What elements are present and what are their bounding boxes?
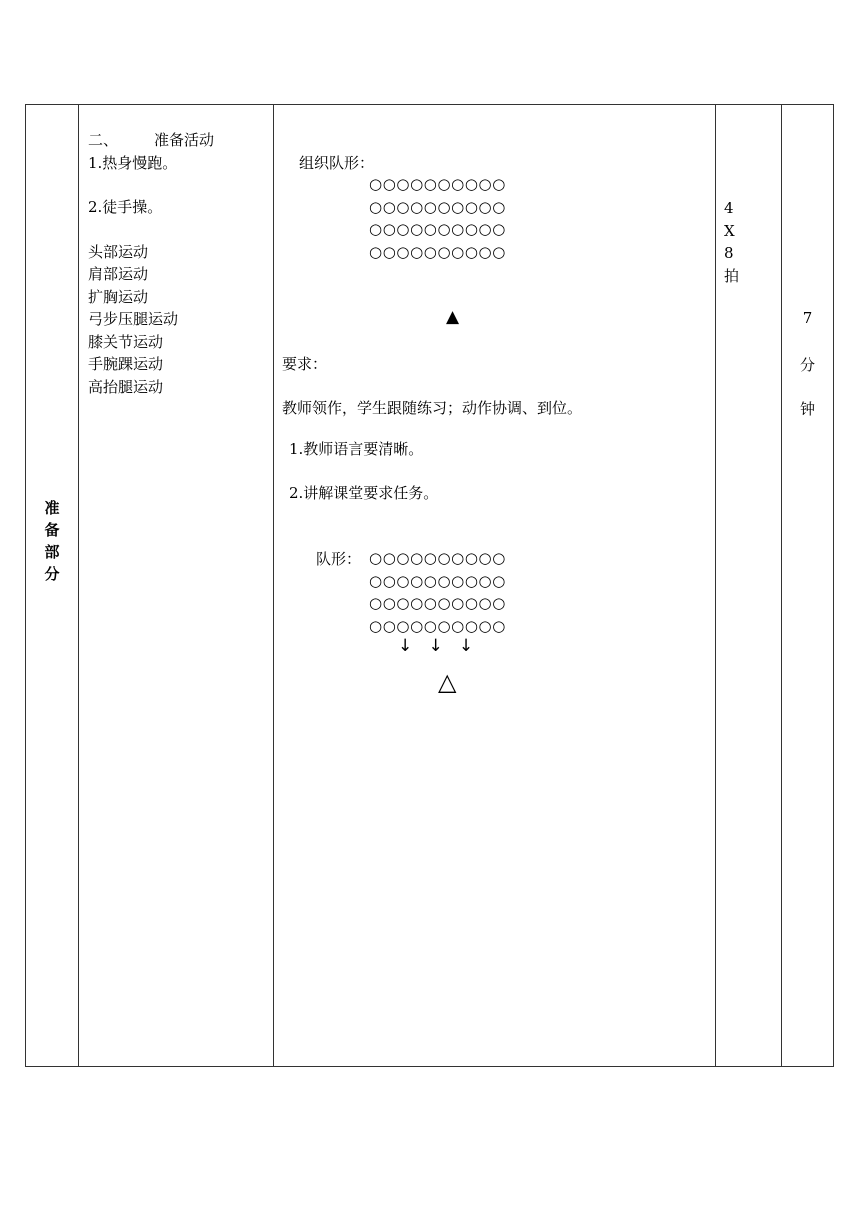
- formation2-grid: [369, 547, 506, 637]
- heading-text: 准备活动: [154, 131, 215, 149]
- content-item: 2.徒手操。: [88, 198, 163, 216]
- formation-row: ○○○○○○○○○○: [369, 242, 506, 261]
- exercise-item: 手腕踝运动: [88, 355, 164, 373]
- requirement-item: 2.讲解课堂要求任务。: [289, 484, 439, 502]
- formation-row: ○○○○○○○○○○: [369, 220, 506, 239]
- spacer: [88, 174, 214, 196]
- formation-row: ○○○○○○○○○○: [369, 594, 506, 613]
- count-label: [724, 197, 739, 287]
- section-label-char: 分: [44, 565, 60, 583]
- count-char: 4: [724, 199, 734, 217]
- exercise-item: 弓步压腿运动: [88, 310, 179, 328]
- content-item: 1.热身慢跑。: [88, 153, 178, 172]
- formation-grid: [369, 173, 506, 263]
- exercise-item: 高抬腿运动: [88, 377, 164, 396]
- count-char: 8: [724, 244, 734, 262]
- formation-row: ○○○○○○○○○○: [369, 549, 506, 567]
- formation-row: ○○○○○○○○○○: [369, 571, 506, 590]
- section-label-char: 备: [44, 521, 60, 539]
- content-cell: [79, 105, 274, 1067]
- section-label: [26, 497, 78, 585]
- lesson-plan-table: [25, 104, 834, 1067]
- count-char: X: [724, 221, 735, 240]
- requirement-main: 教师领作，学生跟随练习；动作协调、到位。: [282, 399, 583, 417]
- section-cell: [26, 105, 79, 1067]
- exercise-item: 扩胸运动: [88, 287, 149, 306]
- content-list: [88, 129, 214, 398]
- exercise-item: 头部运动: [88, 242, 149, 261]
- teacher-marker-hollow: △: [438, 668, 457, 696]
- count-cell: [716, 105, 782, 1067]
- section-label-char: 准: [44, 499, 60, 517]
- spacer: [88, 219, 214, 241]
- count-char: 拍: [724, 266, 740, 285]
- content-heading: [88, 129, 214, 152]
- formation-label: 组织队形：: [299, 154, 375, 172]
- formation2-label: 队形：: [316, 550, 362, 568]
- section-label-char: 部: [44, 543, 60, 561]
- exercise-item: 膝关节运动: [88, 332, 164, 351]
- exercise-item: 肩部运动: [88, 265, 149, 283]
- time-char: 钟: [799, 400, 815, 418]
- time-char: 7: [802, 309, 813, 327]
- time-char: 分: [799, 355, 815, 374]
- heading-number: 二、: [88, 131, 119, 149]
- requirements-label: 要求：: [282, 355, 328, 373]
- teacher-marker-solid: ▲: [446, 307, 460, 327]
- formation-row: ○○○○○○○○○○: [369, 197, 506, 216]
- requirement-item: 1.教师语言要清晰。: [289, 440, 424, 458]
- organization-cell: [274, 105, 716, 1067]
- formation-row: ○○○○○○○○○○: [369, 175, 506, 193]
- time-label: [782, 309, 833, 443]
- time-cell: [782, 105, 834, 1067]
- arrow-down-icons: ↓ ↓ ↓: [398, 636, 474, 656]
- formation-row: ○○○○○○○○○○: [369, 616, 506, 635]
